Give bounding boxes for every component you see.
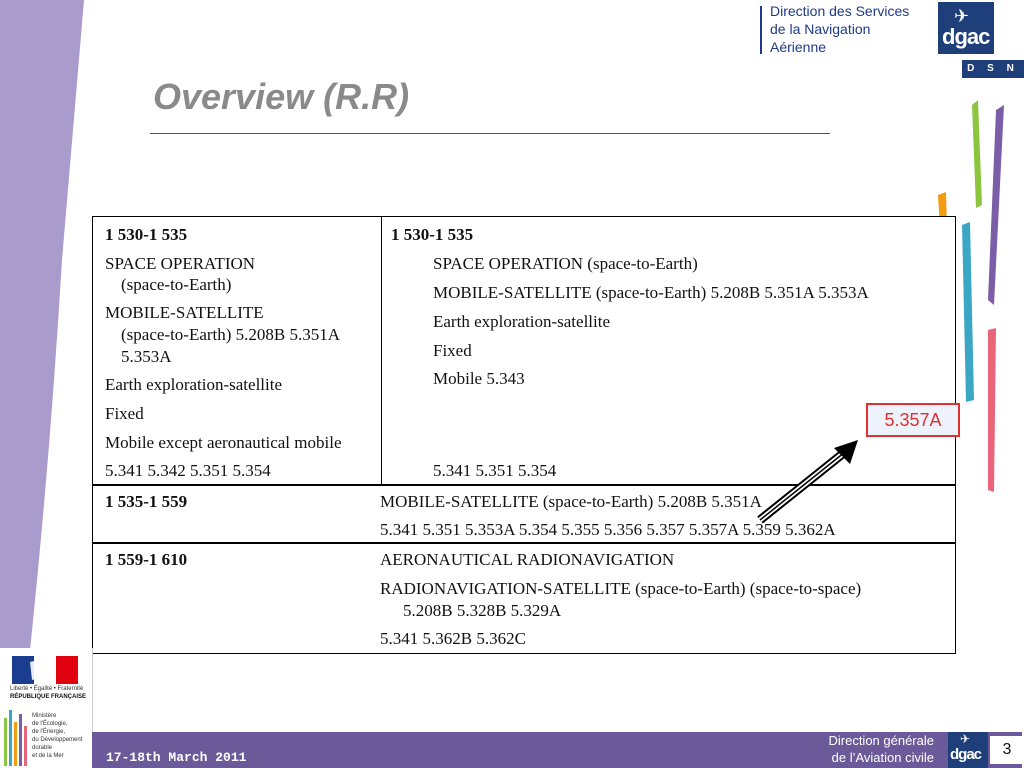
ministere-line: et de la Mer [32,753,64,759]
dsna-label: D S N A [962,60,1024,78]
ministere-text [32,712,82,760]
ministere-line: de l'Énergie, [32,729,66,735]
allocation-line: MOBILE-SATELLITE (space-to-Earth) 5.208B 5.351A 5.353A [433,283,869,302]
allocation-line: Mobile except aeronautical mobile [105,433,342,452]
ministere-line: du Développement [32,737,83,743]
allocation-line: MOBILE-SATELLITE (space-to-Earth) 5.208B 5.351A [380,492,762,511]
table-row-divider [93,542,955,544]
footer-department [800,732,934,766]
header-department [770,2,909,56]
band-label: 1 530-1 535 [391,225,474,244]
ministere-line: durable [32,745,53,751]
allocation-line: MOBILE-SATELLITE [105,303,264,322]
footnote-line: 5.341 5.351 5.353A 5.354 5.355 5.356 5.357 5.357A 5.359 5.362A [380,520,836,539]
republique-francaise-logo [0,648,93,704]
allocation-line: AERONAUTICAL RADIONAVIGATION [380,550,675,569]
allocation-line: SPACE OPERATION (space-to-Earth) [433,254,698,273]
allocation-line: 5.353A [121,347,172,366]
dgac-logo-text: dgac [942,24,990,49]
footnote-line: 5.341 5.362B 5.362C [380,629,526,648]
footer-date: 17-18th March 2011 [106,750,247,765]
dgac-wing-icon: ✈ [954,6,970,26]
band-label: 1 530-1 535 [105,225,188,244]
dgac-logo [938,2,994,54]
ministere-logo [0,704,93,768]
header-dept-line-2: de la Navigation [770,21,871,37]
footnote-line: 5.341 5.342 5.351 5.354 [105,461,271,480]
ministere-line: de l'Écologie, [32,721,68,727]
footer-dept-line-2: de l’Aviation civile [831,750,934,765]
footnote-callout: 5.357A [866,403,960,437]
band-label: 1 535-1 559 [105,492,188,511]
footnote-line: 5.341 5.351 5.354 [433,461,557,480]
allocation-line: Fixed [105,404,144,423]
header-divider [760,6,762,54]
allocation-line: 5.208B 5.328B 5.329A [403,601,562,620]
allocation-line: Mobile 5.343 [433,369,525,388]
callout-arrow-icon [750,430,870,530]
footer-dept-line-1: Direction générale [828,733,934,748]
page-number: 3 [990,736,1024,764]
allocation-line: (space-to-Earth) [121,275,232,294]
header-dept-line-3: Aérienne [770,39,827,55]
marianne-flag-icon [12,656,78,684]
band-label: 1 559-1 610 [105,550,188,569]
allocation-line: RADIONAVIGATION-SATELLITE (space-to-Earth) (space-to-space) [380,579,862,598]
allocation-line: Earth exploration-satellite [105,375,283,394]
header-dept-line-1: Direction des Services [770,3,910,19]
footer-dgac-logo [948,732,988,768]
footer-wing-icon: ✈ [960,732,971,746]
left-decorative-band [0,0,84,650]
rf-motto: Liberté • Égalité • Fraternité [10,686,84,692]
title-underline [150,133,830,134]
rf-name: RÉPUBLIQUE FRANÇAISE [10,694,87,700]
allocation-line: (space-to-Earth) 5.208B 5.351A [121,325,341,344]
ministere-bars-icon [4,708,28,766]
allocation-line: Fixed [433,341,472,360]
footer-logo-text: dgac [950,746,982,763]
allocation-line: SPACE OPERATION [105,254,256,273]
slide-title: Overview (R.R) [153,76,410,117]
allocation-line: Earth exploration-satellite [433,312,611,331]
table-column-divider [381,217,382,485]
ministere-line: Ministère [32,713,57,719]
